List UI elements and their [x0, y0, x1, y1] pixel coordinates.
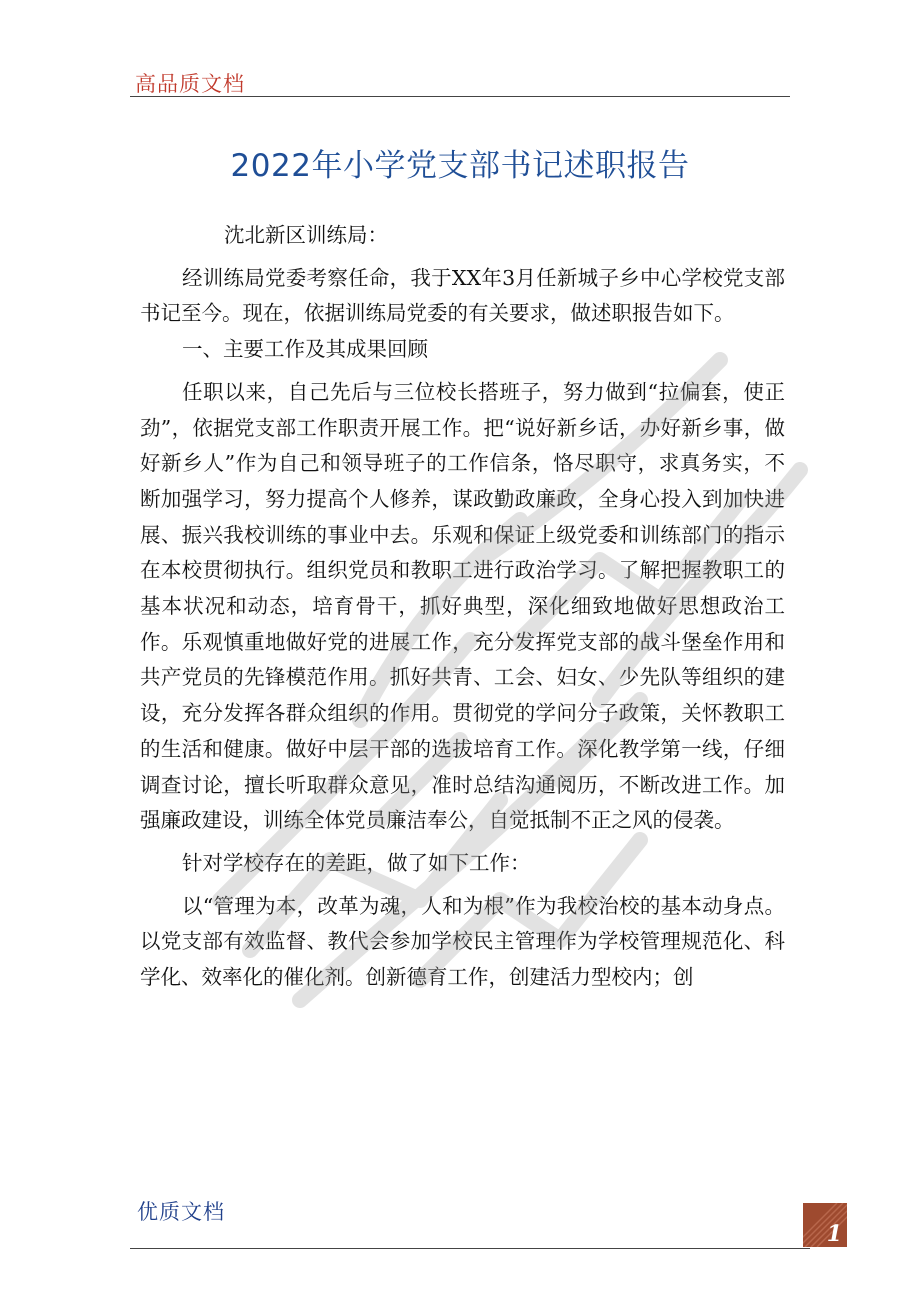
page-number: 1	[826, 1221, 842, 1247]
paragraph: 经训练局党委考察任命，我于XX年3月任新城子乡中心学校党支部书记至今。现在，依据训练局党委的有关要求，做述职报告如下。	[140, 265, 785, 326]
document-body	[140, 218, 785, 996]
salutation: 沈北新区训练局：	[224, 223, 388, 247]
header-divider	[130, 96, 790, 97]
header-label: 高品质文档	[135, 72, 245, 96]
paragraph: 以“管理为本，改革为魂，人和为根”作为我校治校的基本动身点。以党支部有效监督、教代会参加学校民主管理作为学校管理规范化、科学化、效率化的催化剂。创新德育工作，创建活力型校内；创	[140, 893, 785, 990]
section-heading: 一、主要工作及其成果回顾	[182, 337, 428, 362]
document-title: 2022年小学党支部书记述职报告	[230, 148, 690, 184]
footer-label: 优质文档	[137, 1200, 225, 1224]
page-number-badge	[803, 1203, 847, 1247]
paragraph: 针对学校存在的差距，做了如下工作：	[182, 850, 531, 875]
footer-divider	[130, 1248, 810, 1249]
paragraph: 任职以来，自己先后与三位校长搭班子，努力做到“拉偏套，使正劲”，依据党支部工作职责开展工作。把“说好新乡话，办好新乡事，做好新乡人”作为自己和领导班子的工作信条，恪尽职守，求真务实，不断加强学习，努力提高个人修养，谋政勤政廉政，全身心投入到加快进展、振兴我校训练的事业中去。乐观和保证上级党委和训练部门的指示在本校贯彻执行。组织党员和教职工进行政治学习。了解把握教职工的基本状况和动态，培育骨干，抓好典型，深化细致地做好思想政治工作。乐观慎重地做好党的进展工作，充分发挥党支部的战斗堡垒作用和共产党员的先锋模范作用。抓好共青、工会、妇女、少先队等组织的建设，充分发挥各群众组织的作用。贯彻党的学问分子政策，关怀教职工的生活和健康。做好中层干部的选拔培育工作。深化教学第一线，仔细调查讨论，擅长听取群众意见，准时总结沟通阅历，不断改进工作。加强廉政建设，训练全体党员廉洁奉公，自觉抵制不正之风的侵袭。	[140, 379, 785, 833]
